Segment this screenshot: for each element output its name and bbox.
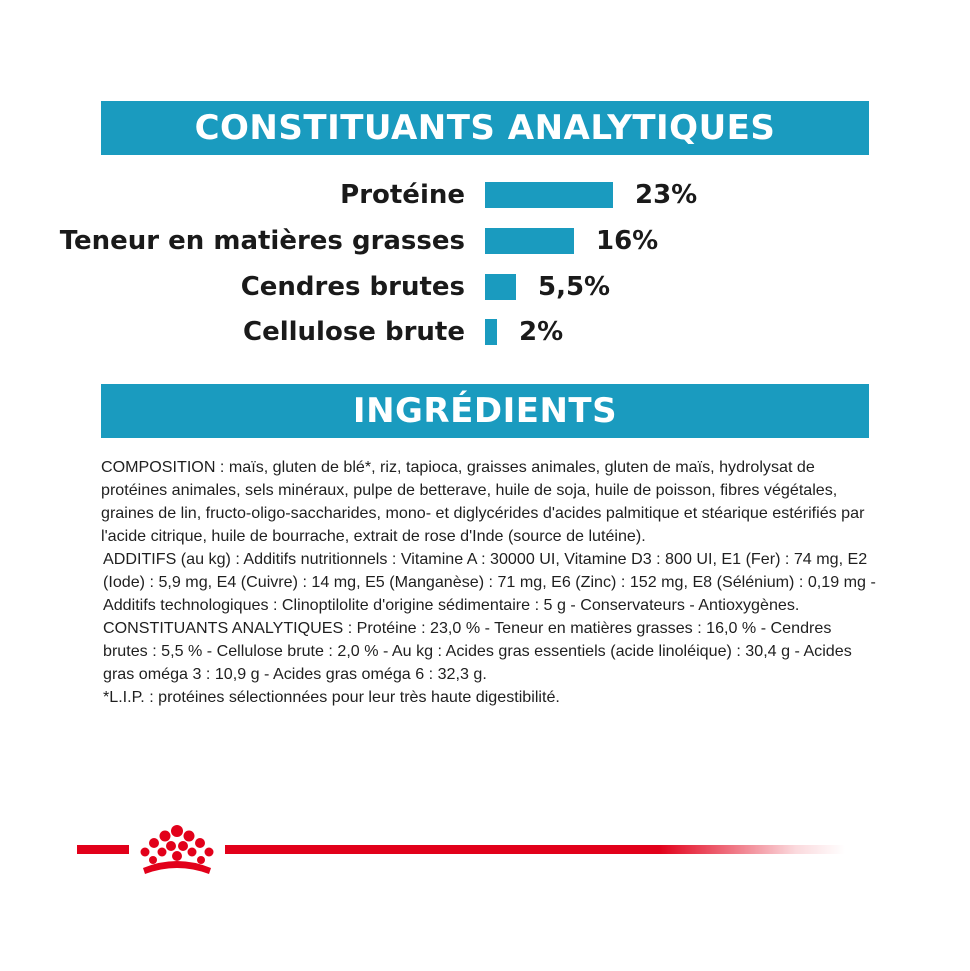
- analytic-constituents-banner: [101, 101, 869, 155]
- ingredients-banner: [101, 384, 869, 438]
- brand-line-left: [77, 845, 129, 854]
- constituent-value: 23%: [635, 180, 698, 210]
- constituent-row: [0, 221, 970, 261]
- constituent-value: 5,5%: [538, 272, 611, 302]
- footnote-paragraph: *L.I.P. : protéines sélectionnées pour leur très haute digestibilité.: [103, 688, 560, 706]
- constituent-bar: [485, 319, 497, 345]
- constituent-value: 16%: [596, 226, 659, 256]
- additives-paragraph: ADDITIFS (au kg) : Additifs nutritionnels : Vitamine A : 30000 UI, Vitamine D3 : 800 UI, E1 (Fer) : 74 mg, E2 (Iode) : 5,9 mg, E4 (Cuivre) : 14 mg, E5 (Manganèse) : 71 mg, E6 (Zinc) : 152 mg, E8 (Sélénium) : 0,19 mg - Additifs technologiques : Clinoptilolite d'origine sédimentaire : 5 g - Conservateurs - Antioxygènes.: [103, 550, 876, 614]
- constituent-label: Teneur en matières grasses: [59, 226, 465, 256]
- analytic-constituents-paragraph: CONSTITUANTS ANALYTIQUES : Protéine : 23,0 % - Teneur en matières grasses : 16,0 % - Cendres brutes : 5,5 % - Cellulose brute : 2,0 % - Au kg : Acides gras essentiels (acide linoléique) : 30,4 g - Acides gras oméga 3 : 10,9 g - Acides gras oméga 6 : 32,3 g.: [103, 619, 852, 683]
- royal-canin-crown-icon: [135, 824, 219, 878]
- constituent-bar: [485, 274, 516, 300]
- constituent-row: [0, 267, 970, 307]
- constituent-bar: [485, 228, 574, 254]
- constituent-label: Cendres brutes: [240, 272, 465, 302]
- analytic-constituents-title: CONSTITUANTS ANALYTIQUES: [194, 108, 776, 148]
- composition-paragraph: COMPOSITION : maïs, gluten de blé*, riz, tapioca, graisses animales, gluten de maïs, hydrolysat de protéines animales, sels minéraux, pulpe de betterave, huile de soja, huile de poisson, fibres végétales, graines de lin, fructo-oligo-saccharides, mono- et diglycérides d'acides palmitique et stéarique estérifiés par l'acide citrique, huile de bourrache, extrait de rose d'Inde (source de lutéine).: [101, 458, 865, 545]
- constituent-value: 2%: [519, 317, 564, 347]
- constituent-row: [0, 175, 970, 215]
- ingredients-title: INGRÉDIENTS: [352, 391, 618, 431]
- constituent-label: Protéine: [340, 180, 465, 210]
- brand-line-right: [225, 845, 845, 854]
- constituent-bar: [485, 182, 613, 208]
- constituent-label: Cellulose brute: [243, 317, 465, 347]
- ingredients-text-block: [101, 456, 876, 709]
- constituent-row: [0, 312, 970, 352]
- brand-footer: [0, 820, 970, 880]
